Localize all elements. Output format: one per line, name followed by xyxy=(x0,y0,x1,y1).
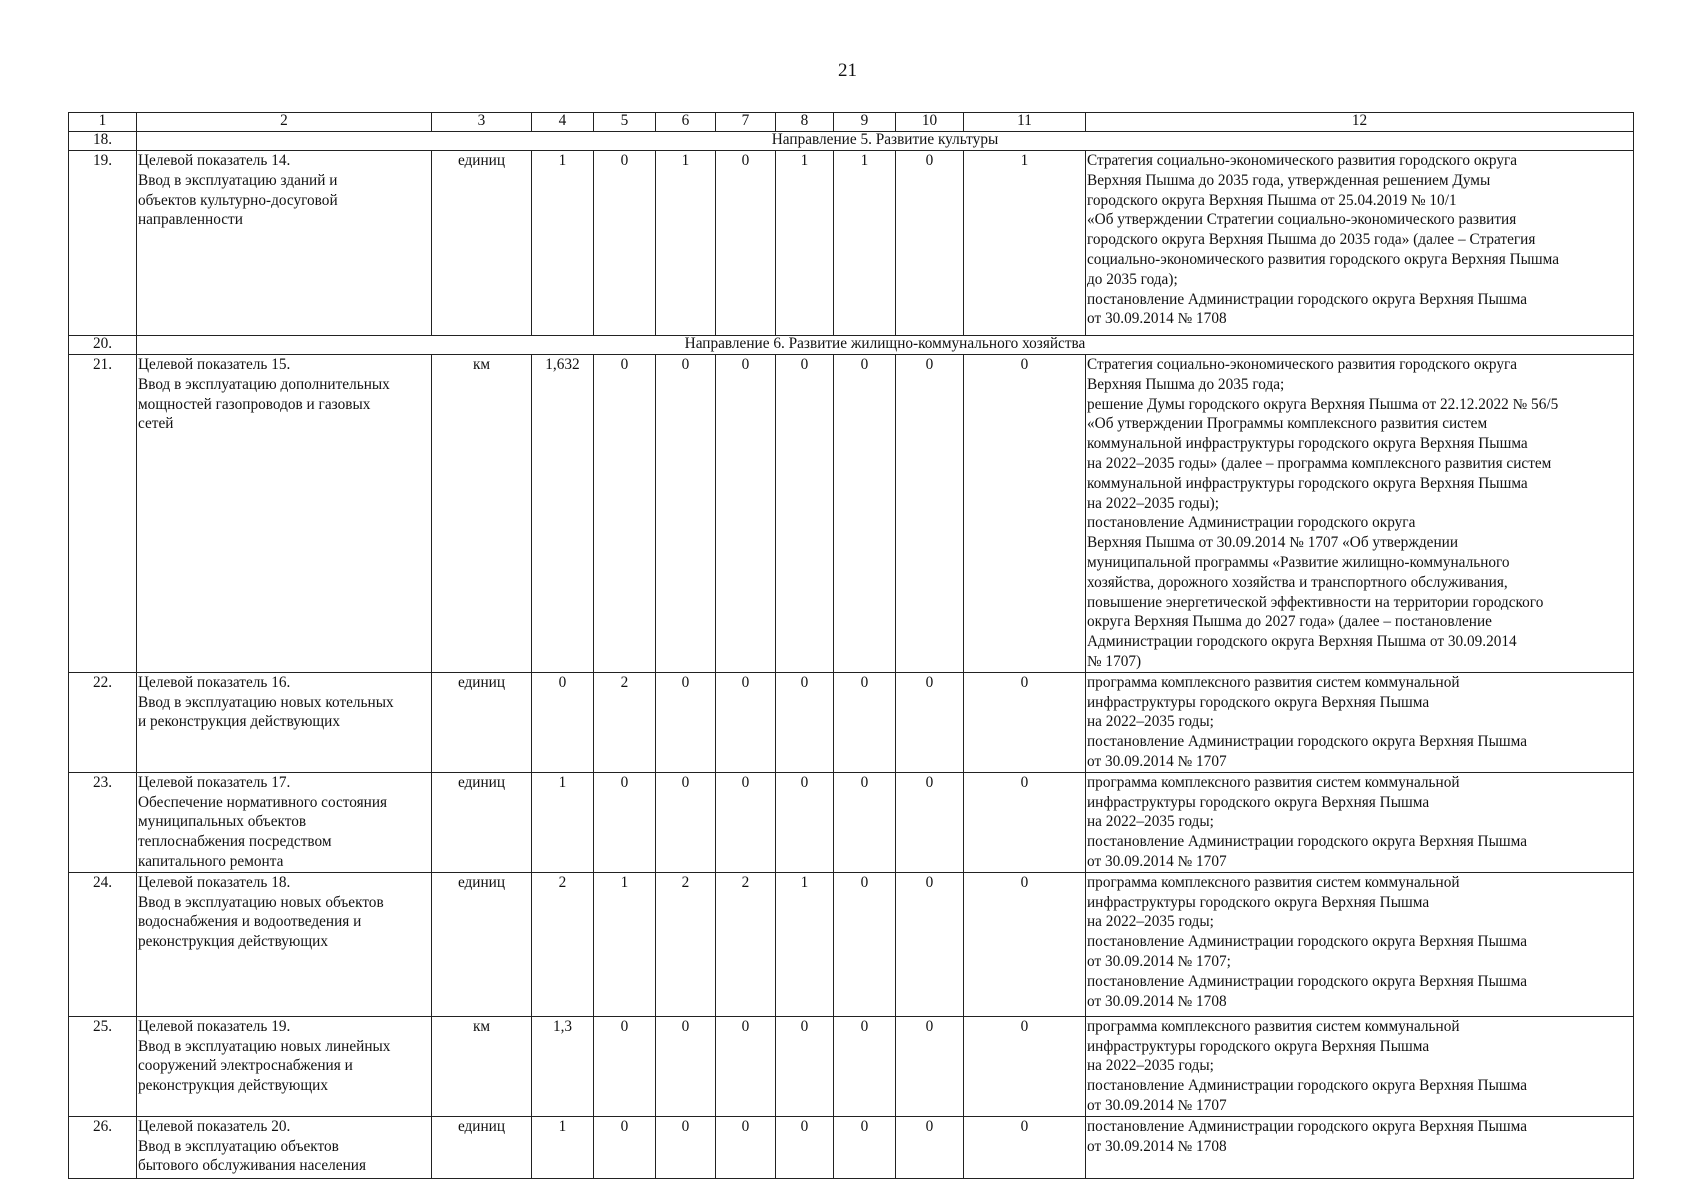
unit-cell: единиц xyxy=(432,772,532,872)
row-number: 21. xyxy=(69,355,137,673)
indicators-table xyxy=(68,112,1634,1179)
value-cell: 0 xyxy=(776,672,834,772)
table-row xyxy=(69,872,1634,1016)
source-line: коммунальной инфраструктуры городского округа Верхняя Пышма xyxy=(1087,435,1528,453)
header-cell: 1 xyxy=(69,113,137,132)
source-line: программа комплексного развития систем коммунальной xyxy=(1087,773,1460,791)
description-line: объектов культурно-досуговой xyxy=(138,191,338,209)
value-cell: 0 xyxy=(656,1116,716,1178)
source-line: постановление Администрации городского округа Верхняя Пышма xyxy=(1087,972,1528,990)
value-cell: 0 xyxy=(716,672,776,772)
row-number: 23. xyxy=(69,772,137,872)
source-line: постановление Администрации городского округа Верхняя Пышма xyxy=(1087,833,1528,851)
value-cell: 2 xyxy=(594,672,656,772)
table-row xyxy=(69,1116,1634,1178)
value-cell: 0 xyxy=(896,672,964,772)
value-cell: 0 xyxy=(776,772,834,872)
value-cell: 0 xyxy=(656,672,716,772)
value-cell: 0 xyxy=(896,772,964,872)
value-cell: 0 xyxy=(964,355,1086,673)
header-cell: 11 xyxy=(964,113,1086,132)
source-line: постановление Администрации городского округа Верхняя Пышма xyxy=(1087,733,1528,751)
description-line: водоснабжения и водоотведения и xyxy=(138,913,362,931)
description-line: Ввод в эксплуатацию дополнительных xyxy=(138,375,390,393)
source-line: от 30.09.2014 № 1708 xyxy=(1087,310,1227,328)
section-row-culture xyxy=(69,132,1634,151)
source-line: от 30.09.2014 № 1708 xyxy=(1087,992,1227,1010)
indicator-description xyxy=(137,672,432,772)
unit-cell: единиц xyxy=(432,672,532,772)
unit-cell: единиц xyxy=(432,151,532,336)
value-cell: 0 xyxy=(896,1116,964,1178)
source-document xyxy=(1086,355,1634,673)
source-line: постановление Администрации городского округа xyxy=(1087,514,1416,532)
unit-cell: единиц xyxy=(432,872,532,1016)
header-cell: 2 xyxy=(137,113,432,132)
source-line: Верхняя Пышма до 2035 года; xyxy=(1087,375,1285,393)
description-line: муниципальных объектов xyxy=(138,813,307,831)
value-cell: 1 xyxy=(964,151,1086,336)
table-row xyxy=(69,772,1634,872)
value-cell: 0 xyxy=(776,1116,834,1178)
description-line: Ввод в эксплуатацию новых объектов xyxy=(138,893,384,911)
description-line: капитального ремонта xyxy=(138,852,284,870)
source-line: постановление Администрации городского округа Верхняя Пышма xyxy=(1087,1117,1528,1135)
source-line: от 30.09.2014 № 1707 xyxy=(1087,852,1227,870)
source-line: Стратегия социально-экономического развития городского округа xyxy=(1087,356,1518,373)
source-line: «Об утверждении Программы комплексного развития систем xyxy=(1087,415,1488,433)
value-cell: 1 xyxy=(776,872,834,1016)
description-line: Обеспечение нормативного состояния xyxy=(138,793,388,811)
description-line: направленности xyxy=(138,211,243,229)
description-line: Целевой показатель 16. xyxy=(138,673,291,691)
value-cell: 0 xyxy=(594,1116,656,1178)
indicator-description xyxy=(137,151,432,336)
description-line: сетей xyxy=(138,415,174,433)
table-row xyxy=(69,355,1634,673)
value-cell: 0 xyxy=(834,355,896,673)
description-line: Ввод в эксплуатацию новых котельных xyxy=(138,693,394,711)
value-cell: 1,632 xyxy=(532,355,594,673)
unit-cell: км xyxy=(432,1016,532,1116)
value-cell: 0 xyxy=(834,872,896,1016)
source-line: от 30.09.2014 № 1707 xyxy=(1087,1096,1227,1114)
source-line: муниципальной программы «Развитие жилищно-коммунального xyxy=(1087,553,1510,571)
source-line: социально-экономического развития городского округа Верхняя Пышма xyxy=(1087,250,1560,268)
header-cell: 7 xyxy=(716,113,776,132)
description-line: и реконструкция действующих xyxy=(138,713,340,731)
value-cell: 0 xyxy=(834,1016,896,1116)
table-row xyxy=(69,151,1634,336)
header-cell: 12 xyxy=(1086,113,1634,132)
indicator-description xyxy=(137,772,432,872)
description-line: Целевой показатель 18. xyxy=(138,873,291,891)
value-cell: 1 xyxy=(532,1116,594,1178)
description-line: теплоснабжения посредством xyxy=(138,833,332,851)
description-line: Целевой показатель 14. xyxy=(138,152,291,169)
value-cell: 0 xyxy=(594,355,656,673)
value-cell: 1 xyxy=(532,151,594,336)
header-cell: 4 xyxy=(532,113,594,132)
row-number: 26. xyxy=(69,1116,137,1178)
source-document xyxy=(1086,672,1634,772)
source-document xyxy=(1086,151,1634,336)
value-cell: 0 xyxy=(716,1016,776,1116)
value-cell: 1 xyxy=(594,872,656,1016)
source-line: от 30.09.2014 № 1707; xyxy=(1087,952,1231,970)
row-number: 22. xyxy=(69,672,137,772)
row-number: 19. xyxy=(69,151,137,336)
value-cell: 0 xyxy=(776,355,834,673)
column-number-row xyxy=(69,113,1634,132)
source-line: на 2022–2035 годы» (далее – программа комплексного развития систем xyxy=(1087,454,1552,472)
source-line: от 30.09.2014 № 1707 xyxy=(1087,752,1227,770)
source-line: повышение энергетической эффективности на территории городского xyxy=(1087,593,1544,611)
source-line: программа комплексного развития систем коммунальной xyxy=(1087,873,1460,891)
value-cell: 0 xyxy=(896,355,964,673)
value-cell: 0 xyxy=(594,772,656,872)
value-cell: 0 xyxy=(716,355,776,673)
description-line: мощностей газопроводов и газовых xyxy=(138,395,371,413)
header-cell: 6 xyxy=(656,113,716,132)
value-cell: 1,3 xyxy=(532,1016,594,1116)
unit-cell: единиц xyxy=(432,1116,532,1178)
section-row-housing xyxy=(69,336,1634,355)
source-line: программа комплексного развития систем коммунальной xyxy=(1087,1017,1460,1035)
row-number: 18. xyxy=(69,132,137,151)
value-cell: 2 xyxy=(656,872,716,1016)
source-line: на 2022–2035 годы); xyxy=(1087,494,1219,512)
value-cell: 0 xyxy=(834,672,896,772)
value-cell: 0 xyxy=(964,672,1086,772)
value-cell: 0 xyxy=(776,1016,834,1116)
page-number: 21 xyxy=(838,60,857,81)
value-cell: 0 xyxy=(716,1116,776,1178)
source-line: постановление Администрации городского округа Верхняя Пышма xyxy=(1087,933,1528,951)
description-line: Ввод в эксплуатацию объектов xyxy=(138,1137,339,1155)
source-line: Верхняя Пышма до 2035 года, утвержденная решением Думы xyxy=(1087,171,1491,189)
value-cell: 0 xyxy=(594,151,656,336)
section-title: Направление 5. Развитие культуры xyxy=(137,132,1634,151)
description-line: Целевой показатель 20. xyxy=(138,1117,291,1135)
description-line: Целевой показатель 19. xyxy=(138,1017,291,1035)
value-cell: 0 xyxy=(964,1016,1086,1116)
description-line: Целевой показатель 15. xyxy=(138,356,291,373)
source-line: на 2022–2035 годы; xyxy=(1087,913,1214,931)
source-line: округа Верхняя Пышма до 2027 года» (далее – постановление xyxy=(1087,613,1492,631)
unit-cell: км xyxy=(432,355,532,673)
value-cell: 1 xyxy=(656,151,716,336)
source-line: на 2022–2035 годы; xyxy=(1087,713,1214,731)
source-line: инфраструктуры городского округа Верхняя Пышма xyxy=(1087,893,1430,911)
source-line: инфраструктуры городского округа Верхняя Пышма xyxy=(1087,693,1430,711)
source-line: городского округа Верхняя Пышма от 25.04.2019 № 10/1 xyxy=(1087,191,1457,209)
value-cell: 0 xyxy=(656,355,716,673)
indicator-description xyxy=(137,1016,432,1116)
section-title: Направление 6. Развитие жилищно-коммунального хозяйства xyxy=(137,336,1634,355)
value-cell: 0 xyxy=(964,772,1086,872)
value-cell: 1 xyxy=(834,151,896,336)
source-document xyxy=(1086,1016,1634,1116)
source-document xyxy=(1086,872,1634,1016)
indicator-description xyxy=(137,1116,432,1178)
value-cell: 1 xyxy=(532,772,594,872)
source-line: Стратегия социально-экономического развития городского округа xyxy=(1087,152,1518,169)
source-line: коммунальной инфраструктуры городского округа Верхняя Пышма xyxy=(1087,474,1528,492)
source-line: Верхняя Пышма от 30.09.2014 № 1707 «Об утверждении xyxy=(1087,534,1459,552)
value-cell: 0 xyxy=(896,151,964,336)
value-cell: 0 xyxy=(716,151,776,336)
header-cell: 10 xyxy=(896,113,964,132)
value-cell: 0 xyxy=(716,772,776,872)
indicator-description xyxy=(137,872,432,1016)
source-line: на 2022–2035 годы; xyxy=(1087,813,1214,831)
row-number: 24. xyxy=(69,872,137,1016)
value-cell: 2 xyxy=(532,872,594,1016)
row-number: 20. xyxy=(69,336,137,355)
source-document xyxy=(1086,772,1634,872)
row-number: 25. xyxy=(69,1016,137,1116)
description-line: сооружений электроснабжения и xyxy=(138,1057,353,1075)
value-cell: 0 xyxy=(594,1016,656,1116)
value-cell: 0 xyxy=(896,872,964,1016)
source-line: программа комплексного развития систем коммунальной xyxy=(1087,673,1460,691)
header-cell: 3 xyxy=(432,113,532,132)
source-line: Администрации городского округа Верхняя Пышма от 30.09.2014 xyxy=(1087,633,1517,651)
source-line: от 30.09.2014 № 1708 xyxy=(1087,1137,1227,1155)
source-line: городского округа Верхняя Пышма до 2035 года» (далее – Стратегия xyxy=(1087,231,1536,249)
description-line: реконструкция действующих xyxy=(138,1077,328,1095)
value-cell: 0 xyxy=(656,772,716,872)
value-cell: 0 xyxy=(964,872,1086,1016)
source-line: до 2035 года); xyxy=(1087,270,1178,288)
source-line: № 1707) xyxy=(1087,652,1142,670)
value-cell: 0 xyxy=(834,772,896,872)
value-cell: 2 xyxy=(716,872,776,1016)
source-line: постановление Администрации городского округа Верхняя Пышма xyxy=(1087,1077,1528,1095)
source-line: «Об утверждении Стратегии социально-экономического развития xyxy=(1087,211,1517,229)
description-line: Целевой показатель 17. xyxy=(138,773,291,791)
value-cell: 1 xyxy=(776,151,834,336)
source-line: хозяйства, дорожного хозяйства и транспортного обслуживания, xyxy=(1087,573,1508,591)
header-cell: 9 xyxy=(834,113,896,132)
value-cell: 0 xyxy=(834,1116,896,1178)
description-line: бытового обслуживания населения xyxy=(138,1157,366,1175)
value-cell: 0 xyxy=(656,1016,716,1116)
description-line: Ввод в эксплуатацию новых линейных xyxy=(138,1037,391,1055)
value-cell: 0 xyxy=(964,1116,1086,1178)
source-line: решение Думы городского округа Верхняя Пышма от 22.12.2022 № 56/5 xyxy=(1087,395,1559,413)
source-line: инфраструктуры городского округа Верхняя Пышма xyxy=(1087,1037,1430,1055)
value-cell: 0 xyxy=(532,672,594,772)
table-row xyxy=(69,672,1634,772)
table-row xyxy=(69,1016,1634,1116)
description-line: реконструкция действующих xyxy=(138,933,328,951)
source-line: постановление Администрации городского округа Верхняя Пышма xyxy=(1087,290,1528,308)
source-line: на 2022–2035 годы; xyxy=(1087,1057,1214,1075)
source-document xyxy=(1086,1116,1634,1178)
source-line: инфраструктуры городского округа Верхняя Пышма xyxy=(1087,793,1430,811)
value-cell: 0 xyxy=(896,1016,964,1116)
description-line: Ввод в эксплуатацию зданий и xyxy=(138,171,338,189)
indicator-description xyxy=(137,355,432,673)
header-cell: 5 xyxy=(594,113,656,132)
header-cell: 8 xyxy=(776,113,834,132)
